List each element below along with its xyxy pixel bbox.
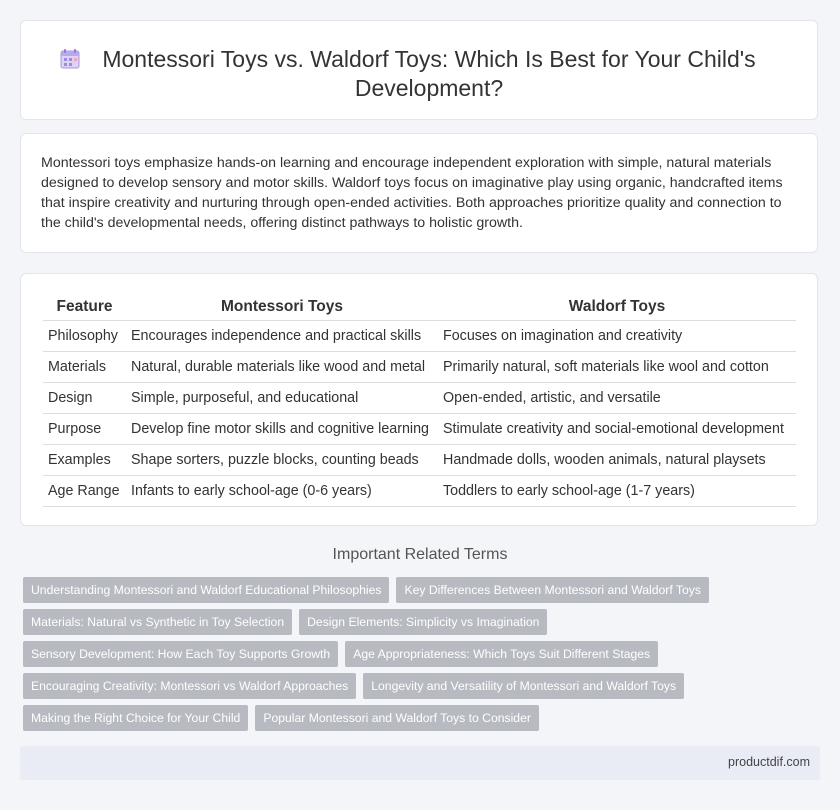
table-cell: Purpose: [43, 414, 126, 445]
related-term-link[interactable]: Longevity and Versatility of Montessori and Waldorf Toys: [363, 673, 684, 699]
related-terms-list: [20, 577, 820, 737]
table-cell: Focuses on imagination and creativity: [438, 321, 796, 352]
table-cell: Open-ended, artistic, and versatile: [438, 383, 796, 414]
tag-row: [23, 673, 820, 699]
table-cell: Examples: [43, 445, 126, 476]
table-row: [43, 445, 796, 476]
related-terms-title: Important Related Terms: [332, 546, 508, 563]
intro-text: Montessori toys emphasize hands-on learning and encourage independent exploration with simple, natural materials designed to develop sensory and motor skills. Waldorf toys focus on imaginative play using organic, handcrafted items that inspire creativity and nurturing through open-ended activities. Both approaches prioritize quality and connection to the child's developmental needs, offering distinct pathways to holistic growth.: [41, 155, 783, 231]
table-cell: Design: [43, 383, 126, 414]
column-header-waldorf: Waldorf Toys: [438, 294, 796, 321]
table-cell: Stimulate creativity and social-emotional development: [438, 414, 796, 445]
related-term-link[interactable]: Key Differences Between Montessori and Waldorf Toys: [396, 577, 708, 603]
table-cell: Simple, purposeful, and educational: [126, 383, 438, 414]
table-row: [43, 383, 796, 414]
table-row: [43, 476, 796, 507]
related-term-link[interactable]: Encouraging Creativity: Montessori vs Waldorf Approaches: [23, 673, 356, 699]
table-cell: Encourages independence and practical skills: [126, 321, 438, 352]
table-cell: Primarily natural, soft materials like wool and cotton: [438, 352, 796, 383]
comparison-table: [43, 294, 796, 507]
related-term-link[interactable]: Making the Right Choice for Your Child: [23, 705, 248, 731]
table-row: [43, 352, 796, 383]
table-cell: Philosophy: [43, 321, 126, 352]
related-term-link[interactable]: Sensory Development: How Each Toy Supports Growth: [23, 641, 338, 667]
related-term-link[interactable]: Materials: Natural vs Synthetic in Toy Selection: [23, 609, 292, 635]
site-credit[interactable]: productdif.com: [728, 755, 810, 769]
intro-card: [20, 133, 818, 253]
tag-row: [23, 641, 820, 667]
tag-row: [23, 705, 820, 731]
comparison-card: [20, 273, 818, 526]
table-cell: Materials: [43, 352, 126, 383]
related-term-link[interactable]: Age Appropriateness: Which Toys Suit Different Stages: [345, 641, 658, 667]
table-row: [43, 321, 796, 352]
related-term-link[interactable]: Understanding Montessori and Waldorf Educational Philosophies: [23, 577, 389, 603]
tag-row: [23, 609, 820, 635]
tag-row: [23, 577, 820, 603]
table-cell: Handmade dolls, wooden animals, natural playsets: [438, 445, 796, 476]
table-cell: Natural, durable materials like wood and metal: [126, 352, 438, 383]
title-card: [20, 20, 818, 120]
table-cell: Develop fine motor skills and cognitive learning: [126, 414, 438, 445]
table-row: [43, 414, 796, 445]
table-cell: Toddlers to early school-age (1-7 years): [438, 476, 796, 507]
column-header-feature: Feature: [43, 294, 126, 321]
table-cell: Infants to early school-age (0-6 years): [126, 476, 438, 507]
table-cell: Shape sorters, puzzle blocks, counting beads: [126, 445, 438, 476]
related-term-link[interactable]: Design Elements: Simplicity vs Imagination: [299, 609, 547, 635]
table-cell: Age Range: [43, 476, 126, 507]
footer: [20, 746, 820, 780]
page-title: Montessori Toys vs. Waldorf Toys: Which Is Best for Your Child's Development?: [102, 46, 756, 101]
table-header-row: [43, 294, 796, 321]
column-header-montessori: Montessori Toys: [126, 294, 438, 321]
related-term-link[interactable]: Popular Montessori and Waldorf Toys to Consider: [255, 705, 539, 731]
